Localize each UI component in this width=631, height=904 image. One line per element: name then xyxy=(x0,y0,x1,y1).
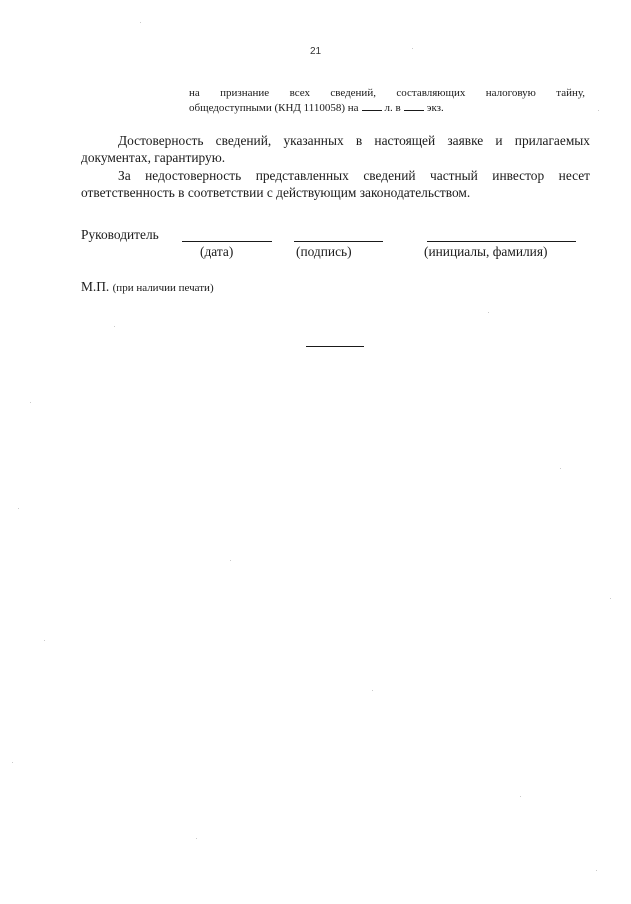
date-caption: (дата) xyxy=(200,244,234,259)
consent-line-2-prefix: общедоступными (КНД 1110058) на xyxy=(189,102,359,114)
head-label: Руководитель xyxy=(81,227,159,242)
stamp-label: М.П. xyxy=(81,279,110,294)
signature-blank-line xyxy=(294,241,383,242)
scan-speck xyxy=(44,640,45,641)
scan-speck xyxy=(596,870,597,871)
scan-speck xyxy=(30,402,31,403)
consent-line-1: на признание всех сведений, составляющих налоговую тайну, xyxy=(189,87,585,99)
stamp-placeholder xyxy=(81,279,214,295)
sheets-count-blank xyxy=(362,100,382,111)
scan-speck xyxy=(560,468,561,469)
certification-first-line: Достоверность сведений, указанных в настоящей заявке и прилагаемых xyxy=(118,133,590,148)
liability-rest: ответственность в соответствии с действующим законодательством. xyxy=(81,185,471,200)
page-number: 21 xyxy=(309,46,322,57)
name-blank-line xyxy=(427,241,576,242)
liability-first-line: За недостоверность представленных сведений частный инвестор несет xyxy=(118,168,590,183)
scan-speck xyxy=(598,110,599,111)
copies-count-blank xyxy=(404,100,424,111)
end-of-document-line xyxy=(306,346,364,347)
tax-secret-consent-paragraph xyxy=(189,86,585,115)
scan-speck xyxy=(520,796,521,797)
name-caption: (инициалы, фамилия) xyxy=(424,244,548,259)
scan-speck xyxy=(372,690,373,691)
scan-speck xyxy=(114,326,115,327)
scan-speck xyxy=(12,762,13,763)
scan-speck xyxy=(18,508,19,509)
scan-speck xyxy=(412,48,413,49)
scan-speck xyxy=(140,22,141,23)
certification-rest: документах, гарантирую. xyxy=(81,150,226,165)
consent-line-2 xyxy=(189,100,585,115)
certification-paragraph xyxy=(81,132,590,166)
scan-speck xyxy=(488,312,489,313)
scan-speck xyxy=(196,838,197,839)
consent-line-2-mid: л. в xyxy=(384,102,401,114)
date-blank-line xyxy=(182,241,272,242)
liability-paragraph xyxy=(81,167,590,201)
consent-line-2-suffix: экз. xyxy=(426,102,444,114)
scan-speck xyxy=(230,560,231,561)
scan-speck xyxy=(610,598,611,599)
stamp-note: (при наличии печати) xyxy=(112,282,214,294)
signature-caption: (подпись) xyxy=(296,244,352,259)
